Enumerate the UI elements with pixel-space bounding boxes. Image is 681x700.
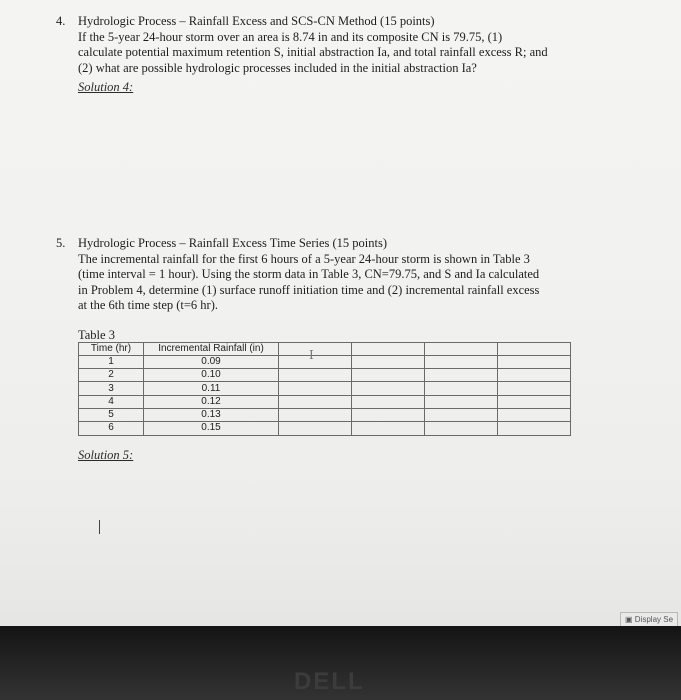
table-row bbox=[79, 382, 571, 395]
solution-5-label: Solution 5: bbox=[78, 447, 134, 462]
empty-cell[interactable] bbox=[498, 422, 571, 435]
rainfall-cell[interactable]: 0.10 bbox=[144, 369, 279, 382]
problem-5 bbox=[56, 236, 616, 464]
table-caption: Table 3 bbox=[78, 327, 115, 342]
problem-4-line: calculate potential maximum retention S, initial abstraction Ia, and total rainfall excess R; and bbox=[78, 45, 548, 59]
problem-4-body bbox=[56, 30, 616, 77]
problem-5-line: at the 6th time step (t=6 hr). bbox=[78, 298, 219, 312]
table-row bbox=[79, 355, 571, 368]
time-cell[interactable]: 6 bbox=[79, 422, 144, 435]
table-row bbox=[79, 369, 571, 382]
table-row bbox=[79, 395, 571, 408]
empty-cell[interactable] bbox=[425, 355, 498, 368]
display-settings-button[interactable] bbox=[620, 612, 678, 627]
empty-cell[interactable] bbox=[352, 382, 425, 395]
table-header-row bbox=[79, 342, 571, 355]
empty-cell[interactable] bbox=[279, 342, 352, 355]
problem-4-number: 4. bbox=[56, 14, 66, 28]
rainfall-cell[interactable]: 0.11 bbox=[144, 382, 279, 395]
problem-5-number: 5. bbox=[56, 236, 66, 250]
document-page bbox=[56, 14, 616, 464]
empty-cell[interactable] bbox=[425, 342, 498, 355]
problem-4 bbox=[56, 14, 616, 96]
empty-cell[interactable] bbox=[425, 408, 498, 421]
problem-4-line: If the 5-year 24-hour storm over an area is 8.74 in and its composite CN is 79.75, (1) bbox=[78, 29, 503, 44]
time-cell[interactable]: 1 bbox=[79, 355, 144, 368]
problem-5-heading bbox=[56, 236, 616, 252]
empty-cell[interactable] bbox=[352, 355, 425, 368]
problem-5-line: (time interval = 1 hour). Using the storm data in Table 3, CN=79.75, and S and Ia calculated bbox=[78, 267, 540, 281]
empty-cell[interactable] bbox=[279, 422, 352, 435]
ibeam-cursor-icon: I bbox=[309, 348, 314, 362]
rainfall-table bbox=[78, 342, 571, 436]
empty-cell[interactable] bbox=[498, 382, 571, 395]
empty-cell[interactable] bbox=[425, 382, 498, 395]
empty-cell[interactable] bbox=[498, 355, 571, 368]
time-cell[interactable]: 3 bbox=[79, 382, 144, 395]
empty-cell[interactable] bbox=[279, 369, 352, 382]
rainfall-cell[interactable]: 0.09 bbox=[144, 355, 279, 368]
empty-cell[interactable] bbox=[498, 408, 571, 421]
time-cell[interactable]: 5 bbox=[79, 408, 144, 421]
empty-cell[interactable] bbox=[425, 422, 498, 435]
text-caret bbox=[99, 520, 100, 534]
empty-cell[interactable] bbox=[279, 355, 352, 368]
solution-4-label: Solution 4: bbox=[78, 80, 134, 94]
problem-4-title: Hydrologic Process – Rainfall Excess and SCS-CN Method (15 points) bbox=[78, 14, 435, 28]
empty-cell[interactable] bbox=[352, 422, 425, 435]
empty-cell[interactable] bbox=[279, 408, 352, 421]
empty-cell[interactable] bbox=[352, 395, 425, 408]
blank-answer-area-4[interactable] bbox=[56, 96, 616, 236]
empty-cell[interactable] bbox=[279, 395, 352, 408]
empty-cell[interactable] bbox=[352, 369, 425, 382]
empty-cell[interactable] bbox=[498, 395, 571, 408]
empty-cell[interactable] bbox=[425, 395, 498, 408]
problem-4-heading bbox=[56, 14, 616, 30]
header-rainfall: Incremental Rainfall (in) bbox=[144, 342, 279, 355]
time-cell[interactable]: 2 bbox=[79, 369, 144, 382]
problem-5-title: Hydrologic Process – Rainfall Excess Time Series (15 points) bbox=[78, 236, 387, 250]
table-row bbox=[79, 422, 571, 435]
empty-cell[interactable] bbox=[425, 369, 498, 382]
empty-cell[interactable] bbox=[498, 369, 571, 382]
empty-cell[interactable] bbox=[279, 382, 352, 395]
display-settings-label: Display Se bbox=[634, 615, 674, 624]
display-icon: ▣ bbox=[625, 615, 633, 624]
rainfall-cell[interactable]: 0.15 bbox=[144, 422, 279, 435]
rainfall-cell[interactable]: 0.13 bbox=[144, 408, 279, 421]
header-time: Time (hr) bbox=[79, 342, 144, 355]
table-row bbox=[79, 408, 571, 421]
empty-cell[interactable] bbox=[352, 342, 425, 355]
problem-5-line: The incremental rainfall for the first 6 hours of a 5-year 24-hour storm is shown in Table 3 bbox=[78, 251, 530, 266]
problem-5-body bbox=[56, 252, 616, 314]
problem-4-line: (2) what are possible hydrologic processes included in the initial abstraction Ia? bbox=[78, 60, 477, 75]
dell-logo: DELL bbox=[294, 668, 365, 695]
empty-cell[interactable] bbox=[498, 342, 571, 355]
empty-cell[interactable] bbox=[352, 408, 425, 421]
rainfall-cell[interactable]: 0.12 bbox=[144, 395, 279, 408]
problem-5-line: in Problem 4, determine (1) surface runoff initiation time and (2) incremental rainfall excess bbox=[78, 282, 540, 297]
time-cell[interactable]: 4 bbox=[79, 395, 144, 408]
